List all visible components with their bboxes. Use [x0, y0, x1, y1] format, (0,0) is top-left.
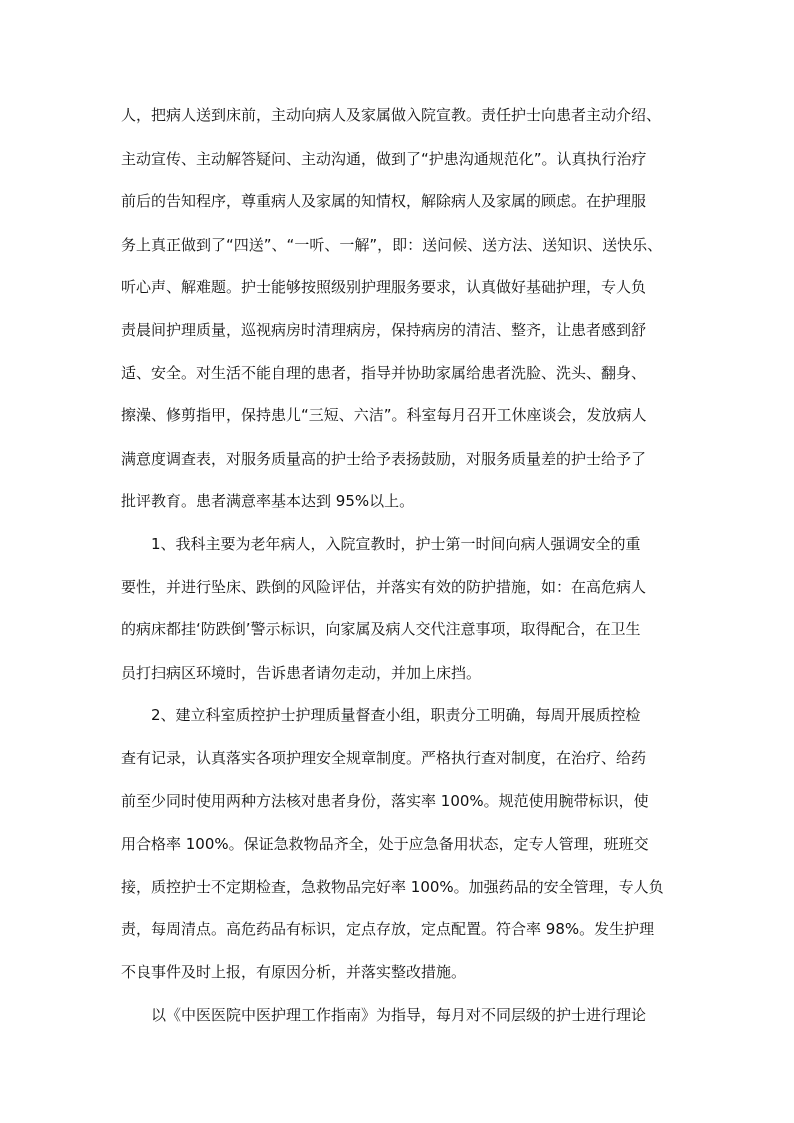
text-line-19: 接，质控护士不定期检查，急救物品完好率 100%。加强药品的安全管理，专人负 [121, 878, 664, 896]
text-line-15: 2、建立科室质控护士护理质量督查小组，职责分工明确，每周开展质控检 [151, 706, 641, 724]
text-line-17: 前至少同时使用两种方法核对患者身份，落实率 100%。规范使用腕带标识，使 [121, 792, 649, 810]
text-line-1: 人，把病人送到床前，主动向病人及家属做入院宣教。责任护士向患者主动介绍、 [121, 106, 662, 124]
text-line-8: 擦澡、修剪指甲，保持患儿“三短、六洁”。科室每月召开工休座谈会，发放病人 [121, 406, 647, 424]
text-line-13: 的病床都挂‘防跌倒’警示标识，向家属及病人交代注意事项，取得配合，在卫生 [121, 620, 641, 638]
text-line-20: 责，每周清点。高危药品有标识，定点存放，定点配置。符合率 98%。发生护理 [121, 920, 655, 938]
text-line-22: 以《中医医院中医护理工作指南》为指导，每月对不同层级的护士进行理论 [151, 1006, 647, 1024]
text-line-12: 要性，并进行坠床、跌倒的风险评估，并落实有效的防护措施，如：在高危病人 [121, 578, 647, 596]
text-line-18: 用合格率 100%。保证急救物品齐全，处于应急备用状态，定专人管理，班班交 [121, 835, 649, 853]
text-line-10: 批评教育。患者满意率基本达到 95%以上。 [121, 492, 415, 510]
text-line-7: 适、安全。对生活不能自理的患者，指导并协助家属给患者洗脸、洗头、翻身、 [121, 364, 647, 382]
text-line-6: 责晨间护理质量，巡视病房时清理病房，保持病房的清洁、整齐，让患者感到舒 [121, 321, 647, 339]
text-line-9: 满意度调查表，对服务质量高的护士给予表扬鼓励，对服务质量差的护士给予了 [121, 450, 647, 468]
text-line-16: 查有记录，认真落实各项护理安全规章制度。严格执行查对制度，在治疗、给药 [121, 749, 647, 767]
text-line-5: 听心声、解难题。护士能够按照级别护理服务要求，认真做好基础护理，专人负 [121, 278, 647, 296]
text-line-3: 前后的告知程序，尊重病人及家属的知情权，解除病人及家属的顾虑。在护理服 [121, 192, 647, 210]
text-line-4: 务上真正做到了“四送”、“一听、一解”，即：送问候、送方法、送知识、送快乐、 [121, 236, 663, 254]
text-line-2: 主动宣传、主动解答疑问、主动沟通，做到了“护患沟通规范化”。认真执行治疗 [121, 150, 647, 168]
text-line-11: 1、我科主要为老年病人，入院宣教时，护士第一时间向病人强调安全的重 [151, 535, 641, 553]
text-line-14: 员打扫病区环境时，告诉患者请勿走动，并加上床挡。 [121, 664, 482, 682]
text-line-21: 不良事件及时上报，有原因分析，并落实整改措施。 [121, 963, 467, 981]
